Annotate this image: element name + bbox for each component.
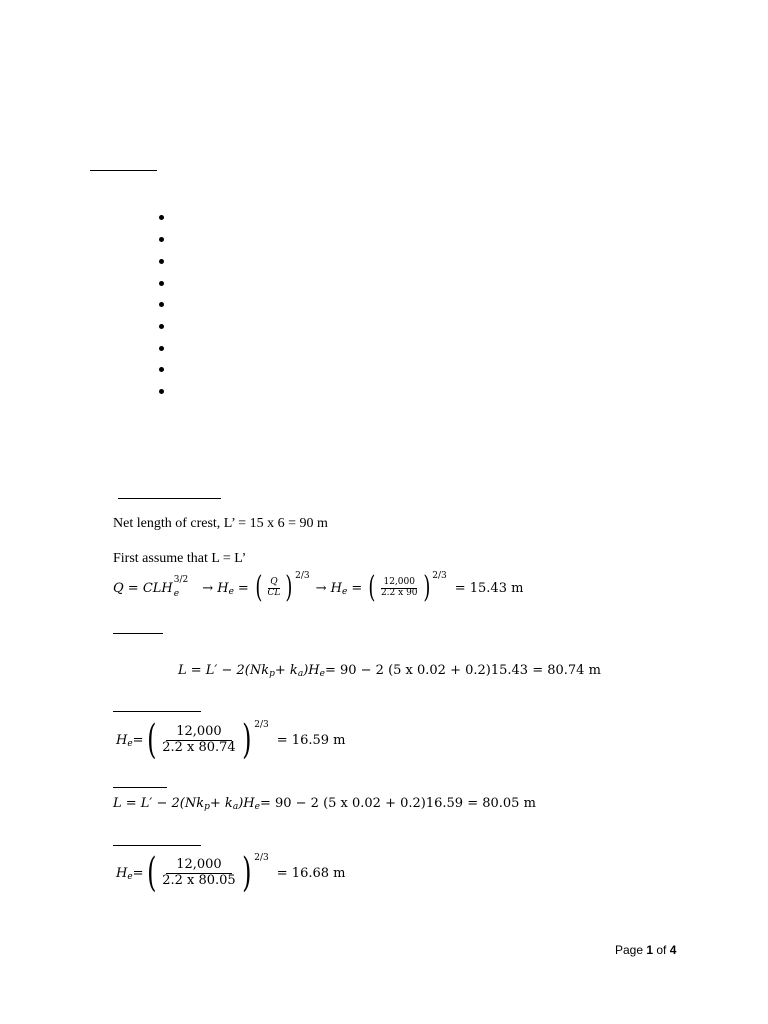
section-rule-3: [113, 711, 201, 712]
eq3-frac: [160, 725, 238, 755]
eq5-eq: =: [132, 865, 144, 881]
section-rule-4: [113, 787, 167, 788]
bullet-6: [159, 324, 164, 329]
bullet-3: [159, 259, 164, 264]
eq5-exp: 2/3: [254, 853, 269, 863]
eq2-plus: + k: [274, 662, 298, 678]
eq3-he: H: [116, 732, 128, 748]
equation-4: [113, 793, 536, 813]
equation-5: H e = ( $\frac{12,000}{2.2 x 80.05}$ ) 2/3 = 16.68 m: [116, 850, 346, 896]
eq1-eq2: =: [351, 580, 363, 596]
eq3-den: 2.2 x 80.74: [162, 739, 236, 755]
eq4-rest: )H: [238, 795, 255, 811]
page-number: [615, 943, 676, 957]
eq5-sub-e: e: [127, 872, 133, 882]
eq5-frac: [160, 858, 238, 888]
eq1-sub-e: e: [173, 589, 180, 599]
section-rule-1: [118, 498, 221, 499]
eq1-result: = 15.43 m: [454, 580, 524, 596]
eq5-he: H: [116, 865, 128, 881]
eq2-text: L = L′ − 2(Nk: [178, 662, 270, 678]
eq1-exp23: 2/3: [295, 571, 310, 581]
eq1-frac2-num: 12,000: [383, 576, 415, 587]
eq3-exp: 2/3: [254, 720, 269, 730]
net-length-line: Net length of crest, L’ = 15 x 6 = 90 m: [113, 516, 328, 531]
eq1-eq: =: [237, 580, 249, 596]
eq5-num: 12,000: [166, 858, 232, 873]
bullet-4: [159, 281, 164, 286]
eq2-rest: )H: [303, 662, 320, 678]
eq4-plus: + k: [209, 795, 233, 811]
eq4-sub-a: a: [232, 802, 239, 812]
page-current: 1: [646, 943, 654, 957]
eq2-sub-p: p: [269, 669, 275, 679]
eq1-frac1: [266, 578, 283, 599]
page-word: Page: [615, 943, 647, 957]
eq2-result: = 90 − 2 (5 x 0.02 + 0.2)15.43 = 80.74 m: [324, 662, 601, 678]
eq5-result: = 16.68 m: [276, 865, 346, 881]
eq4-sub-p: p: [204, 802, 210, 812]
equation-3: H e = ( $\frac{12,000}{2.2 x 80.74}$ ) 2/3 = 16.59 m: [116, 717, 346, 763]
equation-2: [178, 660, 601, 680]
bullet-8: [159, 367, 164, 372]
equation-1: Q = CLH 3/2 e → H e = ( $\frac{Q}{CL}$ ) 2/3 → H e = ( $\frac{12,000}{2.2 x 90}$ ) 2/3 = 15.43 m: [113, 570, 524, 605]
eq1-sub-e3: e: [342, 587, 348, 597]
eq1-exp32: 3/2: [173, 575, 189, 585]
page-total: 4: [669, 943, 677, 957]
eq3-result: = 16.59 m: [276, 732, 346, 748]
eq4-sub-e: e: [254, 802, 260, 812]
bullet-7: [159, 346, 164, 351]
eq3-sub-e: e: [127, 739, 133, 749]
eq1-q: Q = CLH: [113, 580, 173, 596]
eq1-arrow2: → H: [315, 580, 342, 596]
bullet-2: [159, 237, 164, 242]
eq2-sub-e: e: [319, 669, 325, 679]
eq4-text: L = L′ − 2(Nk: [113, 795, 205, 811]
eq1-frac1-num: Q: [270, 576, 278, 587]
eq2-sub-a: a: [297, 669, 304, 679]
assume-line: First assume that L = L’: [113, 551, 247, 566]
bullet-1: [159, 215, 164, 220]
section-rule-5: [113, 845, 201, 846]
bullet-9: [159, 389, 164, 394]
eq1-sub-e2: e: [228, 587, 234, 597]
eq3-num: 12,000: [166, 725, 232, 740]
section-rule-2: [113, 633, 163, 634]
eq1-frac2: [379, 578, 420, 599]
heading-rule: [90, 170, 157, 171]
bullet-5: [159, 302, 164, 307]
eq4-result: = 90 − 2 (5 x 0.02 + 0.2)16.59 = 80.05 m: [259, 795, 536, 811]
eq1-frac2-den: 2.2 x 90: [380, 587, 418, 598]
eq1-frac1-den: CL: [267, 587, 281, 598]
page-of: of: [653, 943, 670, 957]
eq1-arrow1: → H: [202, 580, 229, 596]
eq1-exp23b: 2/3: [432, 571, 447, 581]
eq5-den: 2.2 x 80.05: [162, 872, 236, 888]
eq3-eq: =: [132, 732, 144, 748]
